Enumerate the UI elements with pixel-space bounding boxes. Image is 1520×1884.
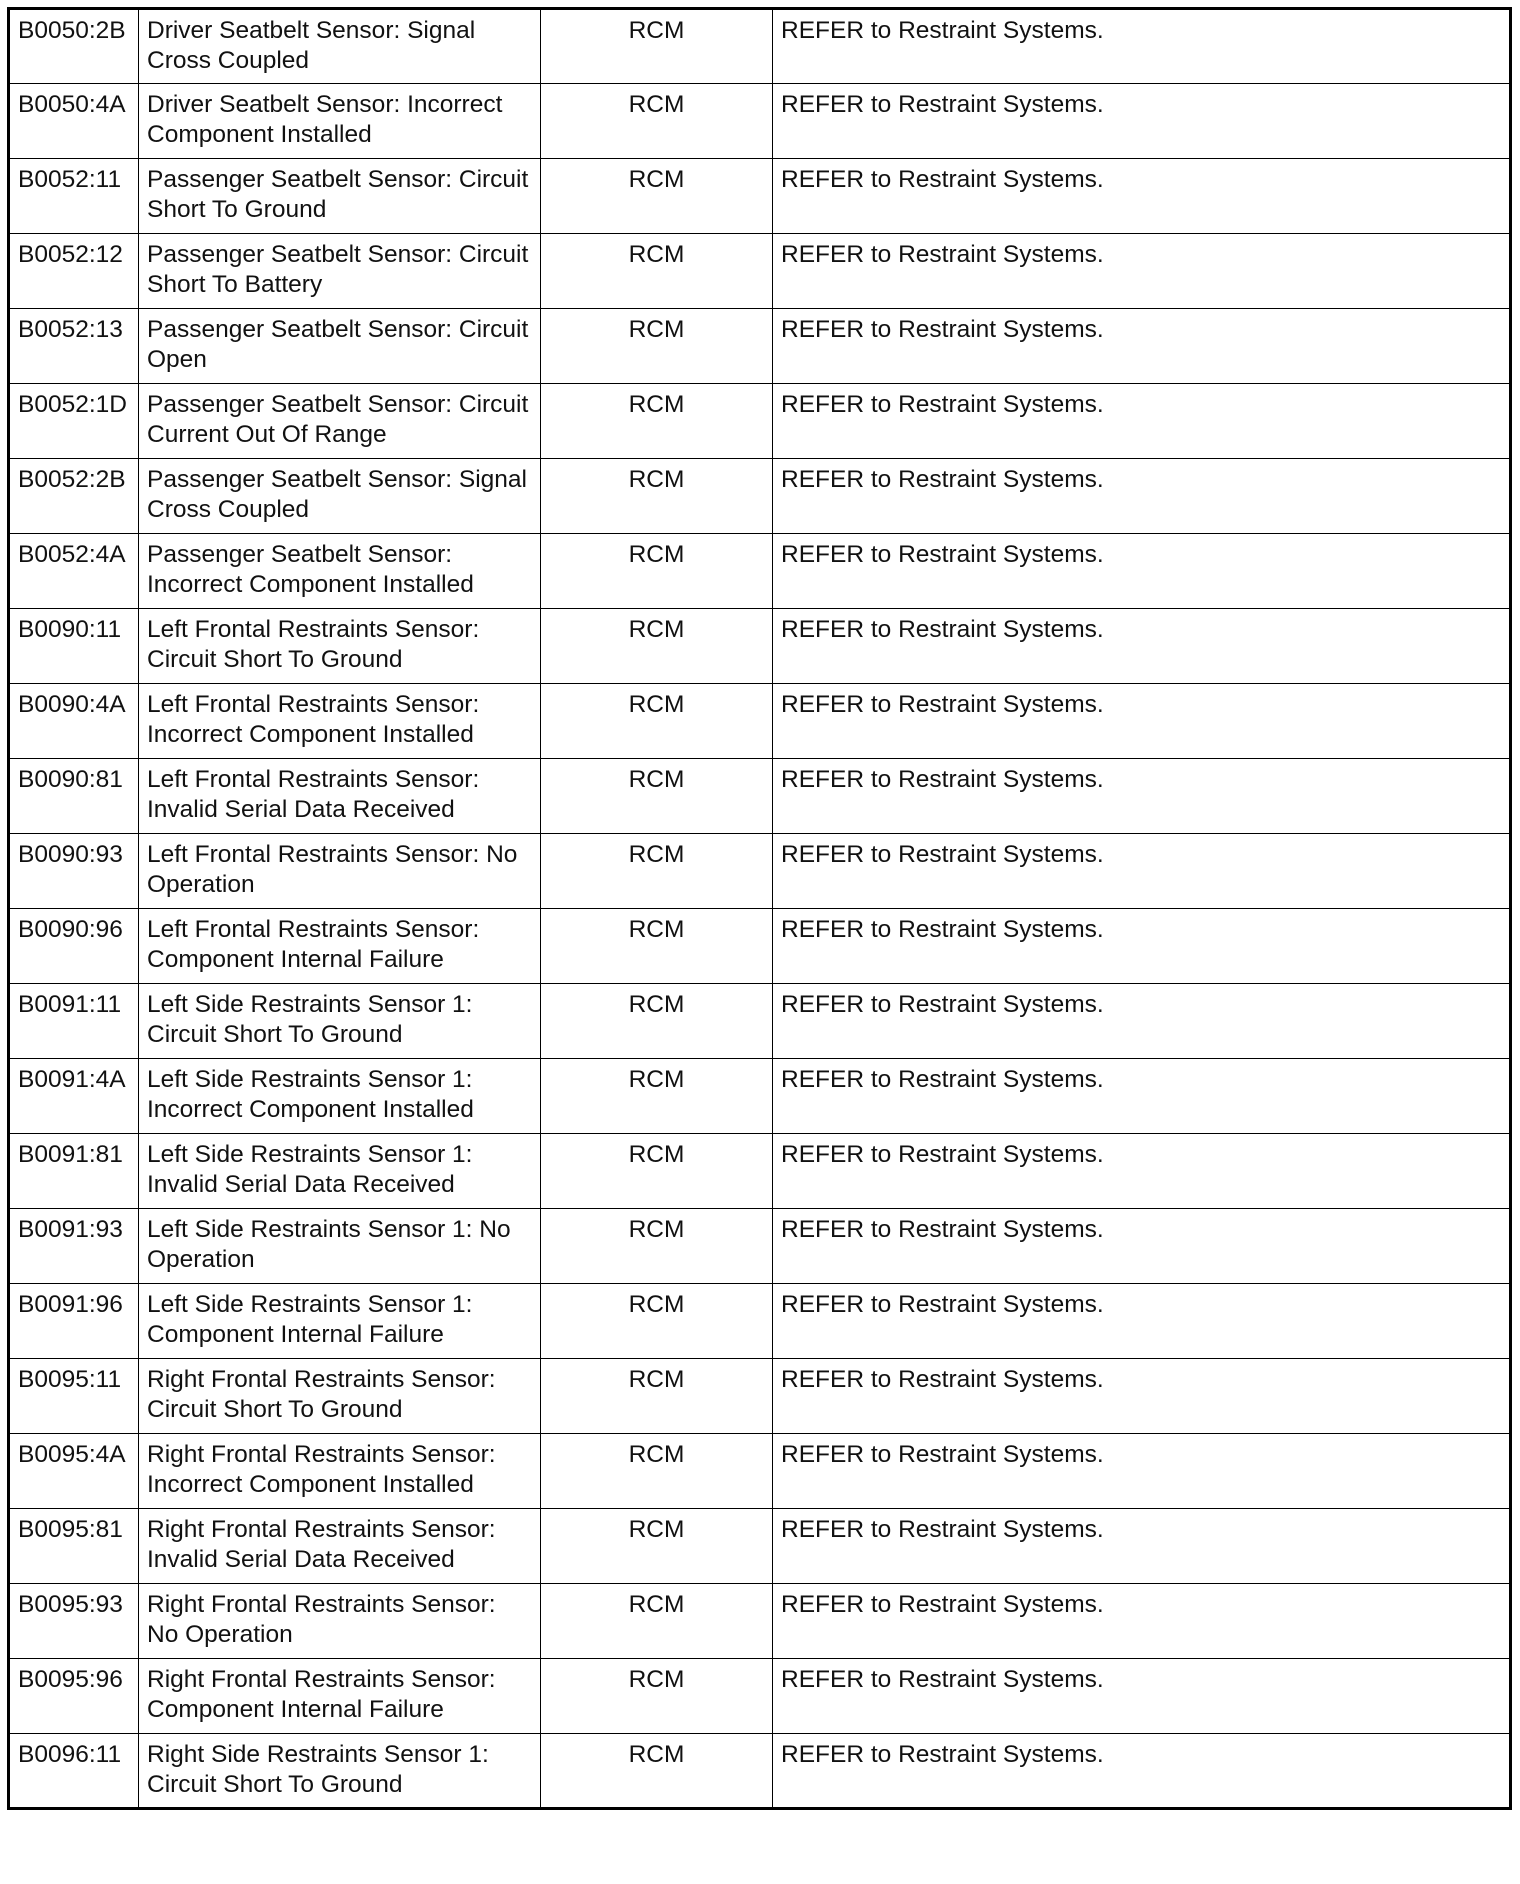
dtc-description-cell: Driver Seatbelt Sensor: Incorrect Component Installed bbox=[139, 84, 541, 159]
dtc-description-cell: Left Frontal Restraints Sensor: Invalid Serial Data Received bbox=[139, 759, 541, 834]
dtc-code-cell: B0095:81 bbox=[9, 1509, 139, 1584]
dtc-action-cell: REFER to Restraint Systems. bbox=[773, 159, 1511, 234]
dtc-action-cell: REFER to Restraint Systems. bbox=[773, 1509, 1511, 1584]
dtc-module-cell: RCM bbox=[541, 609, 773, 684]
dtc-code-cell: B0095:96 bbox=[9, 1659, 139, 1734]
table-row bbox=[9, 909, 1511, 984]
table-row bbox=[9, 834, 1511, 909]
dtc-module-cell: RCM bbox=[541, 1509, 773, 1584]
dtc-code-cell: B0052:2B bbox=[9, 459, 139, 534]
dtc-description-cell: Left Side Restraints Sensor 1: Component Internal Failure bbox=[139, 1284, 541, 1359]
dtc-code-cell: B0090:96 bbox=[9, 909, 139, 984]
dtc-code-cell: B0091:93 bbox=[9, 1209, 139, 1284]
table-row bbox=[9, 1134, 1511, 1209]
dtc-module-cell: RCM bbox=[541, 759, 773, 834]
table-row bbox=[9, 1059, 1511, 1134]
table-row bbox=[9, 309, 1511, 384]
dtc-module-cell: RCM bbox=[541, 1359, 773, 1434]
dtc-description-cell: Right Side Restraints Sensor 1: Circuit Short To Ground bbox=[139, 1734, 541, 1809]
dtc-module-cell: RCM bbox=[541, 1584, 773, 1659]
dtc-description-cell: Passenger Seatbelt Sensor: Incorrect Component Installed bbox=[139, 534, 541, 609]
dtc-description-cell: Passenger Seatbelt Sensor: Circuit Open bbox=[139, 309, 541, 384]
dtc-code-cell: B0095:93 bbox=[9, 1584, 139, 1659]
dtc-action-cell: REFER to Restraint Systems. bbox=[773, 834, 1511, 909]
dtc-description-cell: Left Side Restraints Sensor 1: Circuit Short To Ground bbox=[139, 984, 541, 1059]
dtc-description-cell: Right Frontal Restraints Sensor: Circuit Short To Ground bbox=[139, 1359, 541, 1434]
table-row bbox=[9, 459, 1511, 534]
dtc-code-cell: B0050:2B bbox=[9, 9, 139, 84]
dtc-description-cell: Right Frontal Restraints Sensor: No Operation bbox=[139, 1584, 541, 1659]
dtc-description-cell: Left Side Restraints Sensor 1: Incorrect Component Installed bbox=[139, 1059, 541, 1134]
table-row bbox=[9, 1584, 1511, 1659]
dtc-code-cell: B0096:11 bbox=[9, 1734, 139, 1809]
dtc-description-cell: Passenger Seatbelt Sensor: Circuit Short To Ground bbox=[139, 159, 541, 234]
dtc-table bbox=[7, 7, 1512, 1810]
dtc-description-cell: Left Side Restraints Sensor 1: Invalid Serial Data Received bbox=[139, 1134, 541, 1209]
dtc-description-cell: Left Frontal Restraints Sensor: No Operation bbox=[139, 834, 541, 909]
dtc-description-cell: Passenger Seatbelt Sensor: Signal Cross Coupled bbox=[139, 459, 541, 534]
dtc-description-cell: Right Frontal Restraints Sensor: Invalid Serial Data Received bbox=[139, 1509, 541, 1584]
table-row bbox=[9, 1209, 1511, 1284]
dtc-module-cell: RCM bbox=[541, 1284, 773, 1359]
table-row bbox=[9, 759, 1511, 834]
dtc-action-cell: REFER to Restraint Systems. bbox=[773, 1209, 1511, 1284]
dtc-action-cell: REFER to Restraint Systems. bbox=[773, 1734, 1511, 1809]
table-row bbox=[9, 159, 1511, 234]
dtc-description-cell: Right Frontal Restraints Sensor: Incorrect Component Installed bbox=[139, 1434, 541, 1509]
dtc-action-cell: REFER to Restraint Systems. bbox=[773, 609, 1511, 684]
dtc-module-cell: RCM bbox=[541, 459, 773, 534]
dtc-code-cell: B0090:93 bbox=[9, 834, 139, 909]
dtc-code-cell: B0052:12 bbox=[9, 234, 139, 309]
table-row bbox=[9, 684, 1511, 759]
table-row bbox=[9, 1434, 1511, 1509]
dtc-code-cell: B0090:81 bbox=[9, 759, 139, 834]
dtc-action-cell: REFER to Restraint Systems. bbox=[773, 1584, 1511, 1659]
dtc-module-cell: RCM bbox=[541, 84, 773, 159]
dtc-code-cell: B0091:96 bbox=[9, 1284, 139, 1359]
table-row bbox=[9, 984, 1511, 1059]
dtc-module-cell: RCM bbox=[541, 1434, 773, 1509]
dtc-module-cell: RCM bbox=[541, 1734, 773, 1809]
dtc-action-cell: REFER to Restraint Systems. bbox=[773, 1359, 1511, 1434]
dtc-code-cell: B0091:81 bbox=[9, 1134, 139, 1209]
dtc-description-cell: Left Side Restraints Sensor 1: No Operation bbox=[139, 1209, 541, 1284]
dtc-action-cell: REFER to Restraint Systems. bbox=[773, 534, 1511, 609]
dtc-code-cell: B0091:4A bbox=[9, 1059, 139, 1134]
dtc-code-cell: B0052:4A bbox=[9, 534, 139, 609]
table-row bbox=[9, 534, 1511, 609]
dtc-action-cell: REFER to Restraint Systems. bbox=[773, 1434, 1511, 1509]
table-row bbox=[9, 1509, 1511, 1584]
dtc-action-cell: REFER to Restraint Systems. bbox=[773, 384, 1511, 459]
dtc-module-cell: RCM bbox=[541, 834, 773, 909]
dtc-description-cell: Right Frontal Restraints Sensor: Component Internal Failure bbox=[139, 1659, 541, 1734]
dtc-module-cell: RCM bbox=[541, 234, 773, 309]
dtc-module-cell: RCM bbox=[541, 309, 773, 384]
dtc-code-cell: B0090:4A bbox=[9, 684, 139, 759]
dtc-module-cell: RCM bbox=[541, 909, 773, 984]
dtc-description-cell: Left Frontal Restraints Sensor: Incorrect Component Installed bbox=[139, 684, 541, 759]
dtc-table-body bbox=[9, 9, 1511, 1809]
dtc-action-cell: REFER to Restraint Systems. bbox=[773, 1059, 1511, 1134]
dtc-module-cell: RCM bbox=[541, 1209, 773, 1284]
table-row bbox=[9, 1734, 1511, 1809]
dtc-action-cell: REFER to Restraint Systems. bbox=[773, 9, 1511, 84]
dtc-action-cell: REFER to Restraint Systems. bbox=[773, 984, 1511, 1059]
table-row bbox=[9, 1284, 1511, 1359]
dtc-action-cell: REFER to Restraint Systems. bbox=[773, 1134, 1511, 1209]
dtc-description-cell: Passenger Seatbelt Sensor: Circuit Short To Battery bbox=[139, 234, 541, 309]
dtc-module-cell: RCM bbox=[541, 984, 773, 1059]
dtc-code-cell: B0090:11 bbox=[9, 609, 139, 684]
dtc-action-cell: REFER to Restraint Systems. bbox=[773, 1659, 1511, 1734]
dtc-code-cell: B0052:1D bbox=[9, 384, 139, 459]
table-row bbox=[9, 1659, 1511, 1734]
dtc-module-cell: RCM bbox=[541, 1134, 773, 1209]
table-row bbox=[9, 609, 1511, 684]
dtc-code-cell: B0052:11 bbox=[9, 159, 139, 234]
dtc-action-cell: REFER to Restraint Systems. bbox=[773, 234, 1511, 309]
dtc-action-cell: REFER to Restraint Systems. bbox=[773, 759, 1511, 834]
dtc-code-cell: B0050:4A bbox=[9, 84, 139, 159]
dtc-description-cell: Left Frontal Restraints Sensor: Circuit Short To Ground bbox=[139, 609, 541, 684]
dtc-module-cell: RCM bbox=[541, 159, 773, 234]
dtc-code-cell: B0052:13 bbox=[9, 309, 139, 384]
table-row bbox=[9, 234, 1511, 309]
dtc-module-cell: RCM bbox=[541, 1059, 773, 1134]
dtc-action-cell: REFER to Restraint Systems. bbox=[773, 1284, 1511, 1359]
table-row bbox=[9, 84, 1511, 159]
table-row bbox=[9, 1359, 1511, 1434]
dtc-description-cell: Driver Seatbelt Sensor: Signal Cross Coupled bbox=[139, 9, 541, 84]
dtc-action-cell: REFER to Restraint Systems. bbox=[773, 684, 1511, 759]
dtc-description-cell: Left Frontal Restraints Sensor: Component Internal Failure bbox=[139, 909, 541, 984]
dtc-module-cell: RCM bbox=[541, 534, 773, 609]
dtc-action-cell: REFER to Restraint Systems. bbox=[773, 309, 1511, 384]
dtc-module-cell: RCM bbox=[541, 1659, 773, 1734]
dtc-action-cell: REFER to Restraint Systems. bbox=[773, 84, 1511, 159]
dtc-module-cell: RCM bbox=[541, 684, 773, 759]
dtc-code-cell: B0091:11 bbox=[9, 984, 139, 1059]
dtc-description-cell: Passenger Seatbelt Sensor: Circuit Current Out Of Range bbox=[139, 384, 541, 459]
table-row bbox=[9, 9, 1511, 84]
dtc-module-cell: RCM bbox=[541, 384, 773, 459]
table-row bbox=[9, 384, 1511, 459]
dtc-code-cell: B0095:4A bbox=[9, 1434, 139, 1509]
dtc-action-cell: REFER to Restraint Systems. bbox=[773, 909, 1511, 984]
dtc-action-cell: REFER to Restraint Systems. bbox=[773, 459, 1511, 534]
dtc-module-cell: RCM bbox=[541, 9, 773, 84]
dtc-code-cell: B0095:11 bbox=[9, 1359, 139, 1434]
